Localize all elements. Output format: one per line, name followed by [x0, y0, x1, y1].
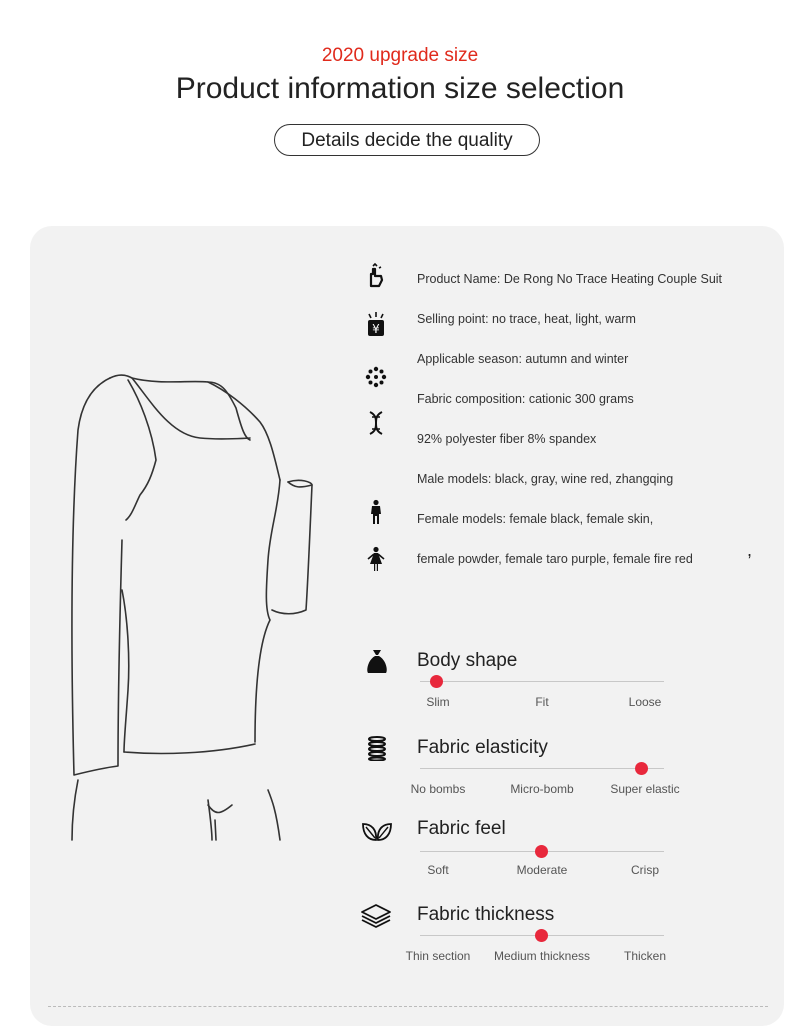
scale-label: Moderate [516, 863, 568, 877]
scale-label: Micro-bomb [510, 782, 574, 796]
info-line: Applicable season: autumn and winter [417, 352, 629, 366]
info-line: Selling point: no trace, heat, light, warm [417, 312, 636, 326]
scale-label: Slim [426, 695, 450, 709]
scale-label: Medium thickness [493, 949, 591, 963]
scale-label: Crisp [630, 863, 659, 877]
scale-dot [430, 675, 443, 688]
snowflake-icon [363, 364, 389, 390]
hand-icon [363, 262, 389, 288]
info-line: Female models: female black, female skin, [417, 512, 654, 526]
scale-track [420, 681, 664, 682]
scale-label: No bombs [410, 782, 466, 796]
scale-track [420, 768, 664, 769]
scale-label: Loose [628, 695, 662, 709]
svg-text:¥: ¥ [372, 322, 380, 336]
money-icon [363, 311, 389, 337]
info-line: Fabric composition: cationic 300 grams [417, 392, 634, 406]
layers-icon [360, 903, 392, 929]
scale-label: Thicken [623, 949, 667, 963]
leaf-icon [360, 818, 394, 844]
scale-dot [535, 845, 548, 858]
male-icon [363, 499, 389, 525]
quality-pill: Details decide the quality [274, 124, 540, 156]
scale-title: Fabric elasticity [417, 737, 548, 758]
dna-icon [363, 410, 389, 436]
scale-label: Fit [535, 695, 549, 709]
scale-title: Body shape [417, 650, 518, 671]
scale-title: Fabric thickness [417, 904, 555, 925]
stray-comma: , [747, 540, 753, 560]
spring-icon [364, 735, 390, 761]
bag-icon [364, 648, 390, 674]
info-line: 92% polyester fiber 8% spandex [417, 432, 597, 446]
scale-label: Thin section [405, 949, 471, 963]
female-icon [363, 546, 389, 572]
page-title: Product information size selection [175, 72, 625, 105]
bottom-divider [48, 1006, 768, 1007]
scale-title: Fabric feel [417, 818, 506, 839]
scale-label: Soft [427, 863, 449, 877]
subtitle: 2020 upgrade size [321, 45, 479, 66]
garment-illustration [60, 360, 330, 850]
info-line: Product Name: De Rong No Trace Heating Couple Suit [417, 272, 723, 286]
scale-dot [535, 929, 548, 942]
scale-dot [635, 762, 648, 775]
scale-label: Super elastic [610, 782, 680, 796]
info-line: female powder, female taro purple, female fire red [417, 552, 693, 566]
info-line: Male models: black, gray, wine red, zhangqing [417, 472, 674, 486]
